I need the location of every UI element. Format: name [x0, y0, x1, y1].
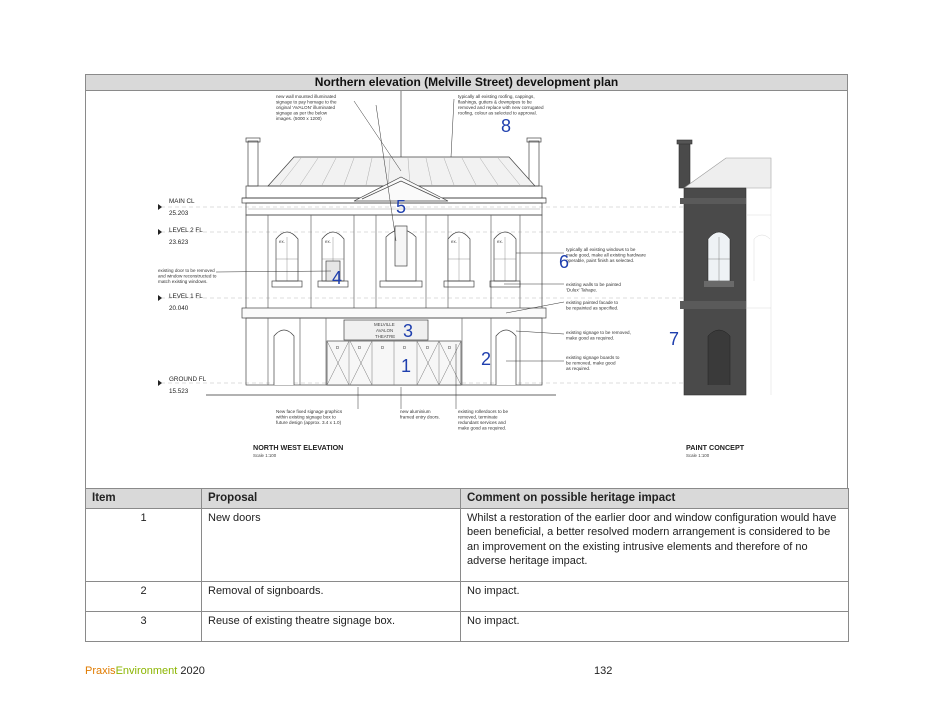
door-tag: D: [448, 345, 452, 350]
window-tag: ex.: [497, 239, 503, 244]
note-line: new aluminium: [400, 409, 431, 414]
footer-brand: [85, 665, 205, 677]
note-door-removal: [158, 268, 218, 284]
sign-box-line: AVALON: [376, 328, 394, 333]
note-line: New face fixed signage graphics: [276, 409, 343, 414]
level-value: 20.040: [169, 305, 189, 312]
note-line: and window reconstructed to: [158, 273, 217, 279]
note-windows: [566, 247, 647, 263]
level-name: LEVEL 2 FL: [169, 227, 203, 234]
note-line: typically all existing roofing, cappings,: [458, 94, 535, 99]
note-facade: [566, 300, 619, 311]
note-line: be repainted as specified.: [566, 305, 619, 311]
note-roofing: [458, 94, 545, 116]
brand-year: 2020: [177, 665, 205, 677]
caption-scale: Scale 1:100: [686, 453, 710, 458]
note-line: future design (approx. 3.4 x 1.0): [276, 420, 342, 425]
note-entry-doors: [400, 409, 440, 420]
cell-item: 1: [86, 508, 202, 581]
note-line: signage as per the below: [276, 110, 328, 116]
note-walls: [566, 282, 622, 293]
brand-praxis: Praxis: [85, 665, 116, 677]
sign-box-line: THEATRE: [375, 334, 396, 339]
note-new-signage: [276, 94, 338, 121]
column-header-comment: Comment on possible heritage impact: [461, 489, 849, 509]
elevation-svg: [86, 91, 849, 488]
note-line: be removed, make good: [566, 360, 616, 366]
caption-north-west-elevation: NORTH WEST ELEVATION: [253, 443, 344, 452]
door-tag: D: [358, 345, 362, 350]
level-value: 25.203: [169, 210, 189, 217]
elevation-drawing: [85, 91, 848, 488]
callout-number: 6: [559, 252, 570, 272]
note-signage-boards: [566, 355, 621, 371]
table-row: [86, 581, 849, 611]
note-line: existing painted facade to: [566, 300, 619, 305]
note-signage-removal: [566, 330, 632, 341]
callout-number: 1: [401, 356, 412, 376]
table-header-row: [86, 489, 849, 509]
note-line: framed entry doors.: [400, 414, 440, 420]
level-name: LEVEL 1 FL: [169, 293, 203, 300]
door-tag: D: [381, 345, 385, 350]
page-number: 132: [594, 665, 613, 677]
note-line: signage to pay homage to the: [276, 99, 337, 105]
note-line: redundant services and: [458, 420, 506, 425]
caption-scale: Scale 1:100: [253, 453, 277, 458]
window-tag: ex.: [279, 239, 285, 244]
note-line: 'Dulux' Tahape.: [566, 287, 598, 293]
note-line: original 'AVALON' illuminated: [276, 105, 336, 110]
cell-proposal: Reuse of existing theatre signage box.: [202, 611, 461, 641]
note-line: existing door to be removed: [158, 268, 215, 273]
note-line: roofing, colour as selected to approval.: [458, 110, 537, 116]
callout-number: 5: [396, 197, 407, 217]
cell-proposal: New doors: [202, 508, 461, 581]
cell-item: 2: [86, 581, 202, 611]
note-line: within existing signage box to: [276, 414, 336, 420]
theatre-sign-box: [374, 322, 395, 339]
table-row: [86, 611, 849, 641]
level-name: MAIN CL: [169, 198, 195, 205]
window-tag: ex.: [451, 239, 457, 244]
heritage-impact-table: [85, 488, 849, 642]
note-line: removed, terminate: [458, 414, 498, 420]
note-line: match existing windows.: [158, 279, 208, 284]
callout-number: 2: [481, 349, 492, 369]
level-markers: [158, 198, 207, 395]
callout-number: 3: [403, 321, 414, 341]
brand-environment: Environment: [115, 665, 178, 677]
sign-box-line: MELVILLE: [374, 322, 395, 327]
cell-comment: No impact.: [461, 611, 849, 641]
door-tag: D: [426, 345, 430, 350]
callout-number: 4: [332, 268, 343, 288]
door-tag: D: [336, 345, 340, 350]
cell-item: 3: [86, 611, 202, 641]
level-value: 23.623: [169, 239, 189, 246]
callout-number: 7: [669, 329, 680, 349]
note-line: as required.: [566, 366, 591, 371]
note-line: existing signage boards to: [566, 355, 620, 360]
note-line: existing signage to be removed,: [566, 330, 631, 335]
cell-comment: Whilst a restoration of the earlier door and window configuration would have been beneficial, a better resolved modern arrangement is considered to be an improvement on the existing intrusive elements and therefore of no adverse heritage impact.: [461, 508, 849, 581]
callout-number: 8: [501, 116, 512, 136]
note-line: make good as required.: [458, 425, 507, 431]
note-line: operable, paint finish as selected.: [566, 258, 635, 263]
table-row: [86, 508, 849, 581]
note-line: made good, make all existing hardware: [566, 252, 646, 258]
note-line: new wall mounted illuminated: [276, 94, 337, 99]
note-line: typically all existing windows to be: [566, 247, 636, 252]
window-tag: ex.: [325, 239, 331, 244]
level-value: 15.523: [169, 388, 189, 395]
column-header-item: Item: [86, 489, 202, 509]
cell-proposal: Removal of signboards.: [202, 581, 461, 611]
note-line: removed and replace with new corrugated: [458, 105, 544, 110]
note-line: flashings, gutters & downpipes to be: [458, 99, 532, 105]
cell-comment: No impact.: [461, 581, 849, 611]
note-line: existing walls to be painted: [566, 282, 621, 287]
drawing-captions: [253, 443, 745, 458]
column-header-proposal: Proposal: [202, 489, 461, 509]
note-line: make good as required.: [566, 335, 615, 341]
caption-paint-concept: PAINT CONCEPT: [686, 443, 745, 452]
level-name: GROUND FL: [169, 376, 207, 383]
note-signage-graphics: [276, 409, 343, 425]
note-line: existing rollerdoors to be: [458, 409, 509, 414]
paint-concept-elevation: [677, 140, 771, 395]
door-tag: D: [403, 345, 407, 350]
note-rollerdoors: [458, 409, 509, 431]
note-line: images. (5000 x 1200): [276, 116, 322, 121]
page-title: Northern elevation (Melville Street) development plan: [85, 74, 848, 91]
